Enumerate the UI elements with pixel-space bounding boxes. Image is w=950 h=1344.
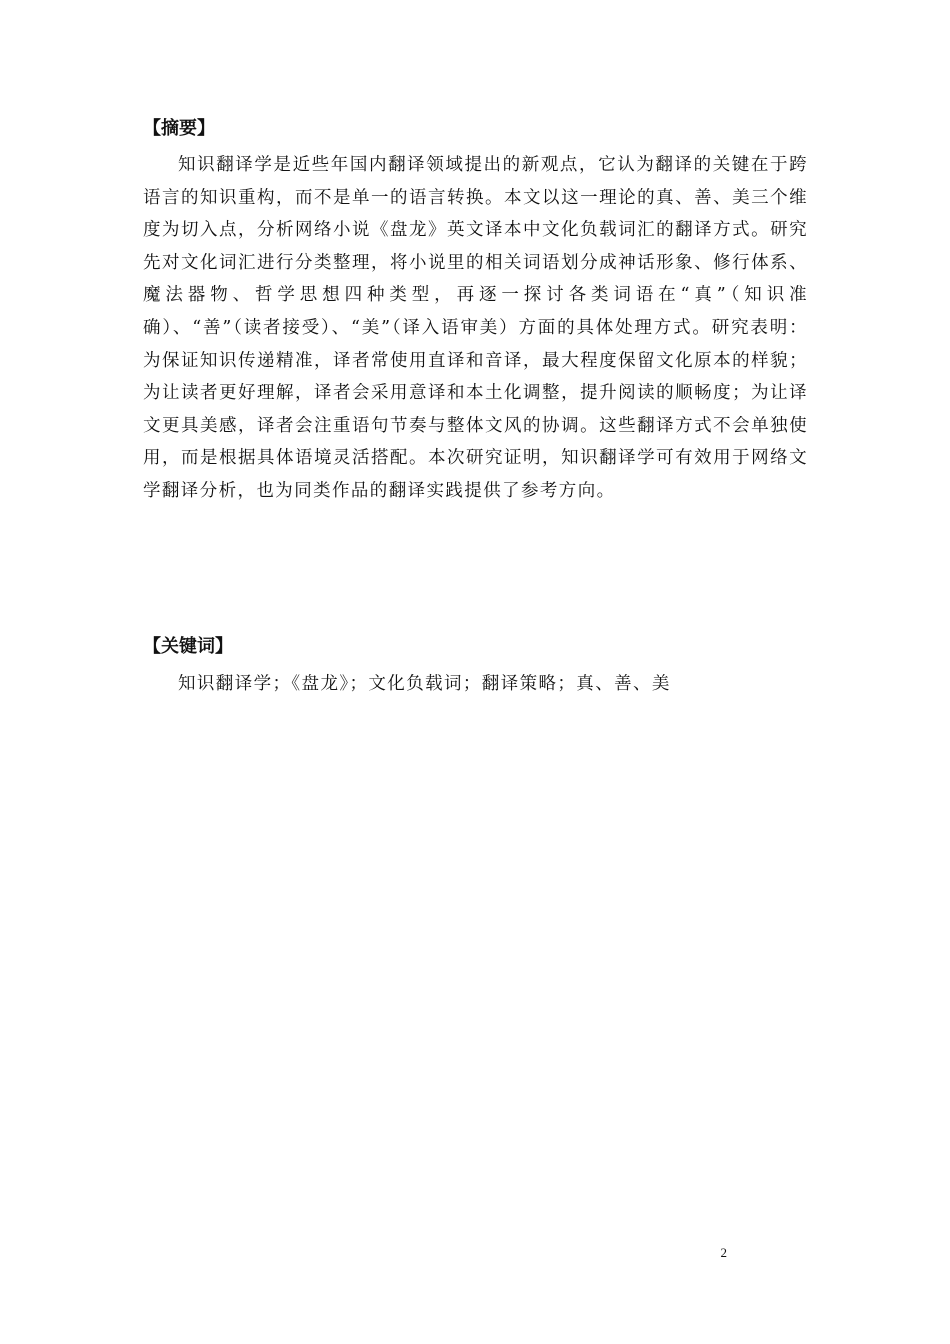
abstract-body: 知识翻译学是近些年国内翻译领域提出的新观点，它认为翻译的关键在于跨语言的知识重构，而不是单一的语言转换。本文以这一理论的真、善、美三个维度为切入点，分析网络小说《盘龙》英文译本中文化负载词汇的翻译方式。研究先对文化词汇进行分类整理，将小说里的相关词语划分成神话形象、修行体系、魔法器物、哲学思想四种类型，再逐一探讨各类词语在“真”（知识准确）、“善”（读者接受）、“美”（译入语审美）方面的具体处理方式。研究表明：为保证知识传递精准，译者常使用直译和音译，最大程度保留文化原本的样貌；为让读者更好理解，译者会采用意译和本土化调整，提升阅读的顺畅度；为让译文更具美感，译者会注重语句节奏与整体文风的协调。这些翻译方式不会单独使用，而是根据具体语境灵活搭配。本次研究证明，知识翻译学可有效用于网络文学翻译分析，也为同类作品的翻译实践提供了参考方向。 bbox=[143, 155, 808, 501]
page-number: 2 bbox=[720, 1245, 727, 1260]
keywords-heading: 【关键词】 bbox=[143, 636, 233, 657]
abstract-heading: 【摘要】 bbox=[143, 118, 215, 139]
keywords-body: 知识翻译学；《盘龙》；文化负载词；翻译策略；真、善、美 bbox=[178, 674, 671, 694]
